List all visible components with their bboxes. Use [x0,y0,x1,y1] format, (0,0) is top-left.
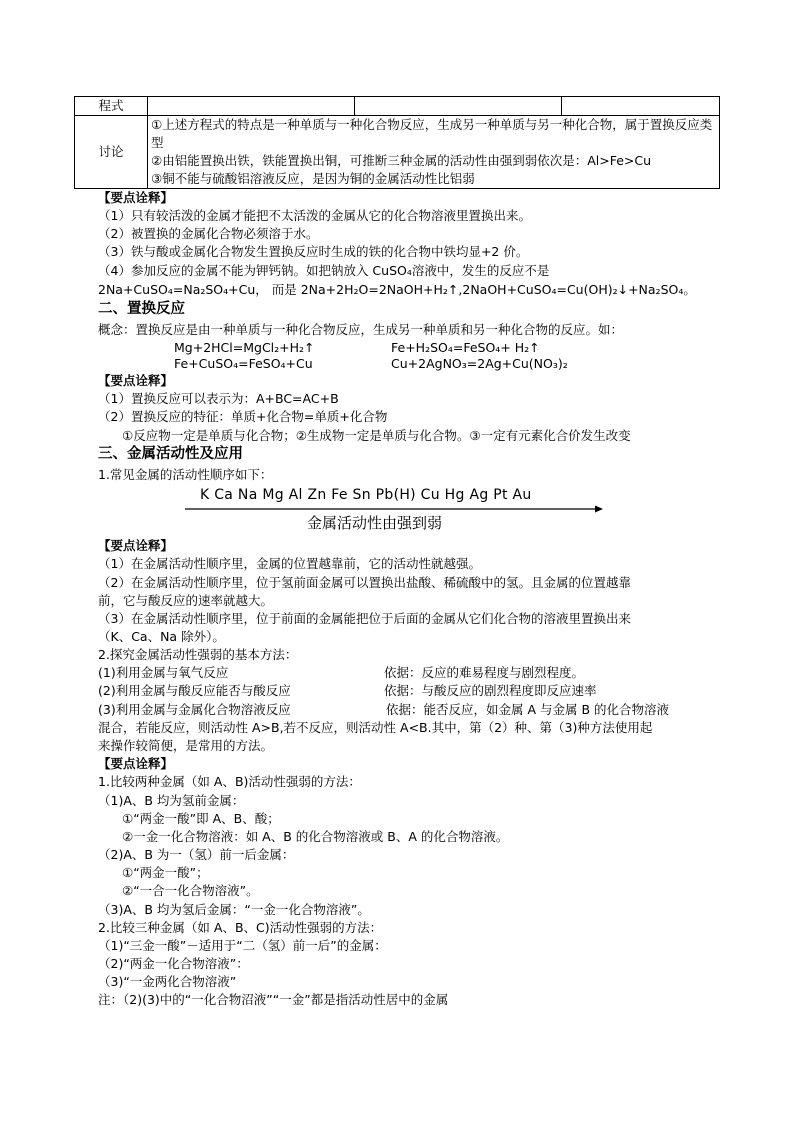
method-text: 来操作较简便，是常用的方法。 [98,738,274,753]
method-basis: 依据：能否反应，如金属 A 与金属 B 的化合物溶液 [386,702,670,717]
note-item: （2）在金属活动性顺序里，位于氢前面金属可以置换出盐酸、稀硫酸中的氢。且金属的位置越靠 [98,575,631,590]
compare-item: ①“两金一酸”； [122,865,209,880]
final-note: 注：（2)(3)中的“一化合物沼液”“一金”都是指活动性居中的金属 [98,992,449,1007]
compare-item: （1)A、B 均为氢前金属： [98,793,245,808]
discussion-cell [148,116,720,189]
discussion-point-3: ③铜不能与硫酸铝溶液反应，是因为铜的金属活动性比铝弱 [151,171,475,186]
compare-heading: 2.比较三种金属（如 A、B、C)活动性强弱的方法： [98,920,383,935]
row-label-equation: 程式 [75,97,148,116]
notes-title: 【要点诠释】 [98,756,174,771]
equation: Fe+CuSO₄=FeSO₄+Cu [174,356,313,371]
concept-text: 概念：置换反应是由一种单质与一种化合物反应，生成另一种单质和另一种化合物的反应。如： [98,322,624,337]
equation-cell-2 [355,97,562,116]
note-item: （3）铁与酸或金属化合物发生置换反应时生成的铁的化合物中铁均显+2 价。 [98,244,529,259]
note-item: （1）在金属活动性顺序里，金属的位置越靠前，它的活动性就越强。 [98,556,481,571]
notes-title: 【要点诠释】 [98,538,174,553]
note-item: ①反应物一定是单质与化合物；②生成物一定是单质与化合物。③一定有元素化合价发生改变 [122,428,631,443]
equation: Cu+2AgNO₃=2Ag+Cu(NO₃)₂ [391,356,568,371]
method-basis: 依据：与酸反应的剧烈程度即反应速率 [384,683,597,698]
equation-table [74,96,720,189]
notes-title: 【要点诠释】 [98,373,174,388]
section-heading: 三、金属活动性及应用 [98,446,243,462]
activity-series: K Ca Na Mg Al Zn Fe Sn Pb(H) Cu Hg Ag Pt Au [200,487,532,503]
method-item: (3)利用金属与金属化合物溶液反应 [98,702,291,717]
compare-item: ②一金一化合物溶液：如 A、B 的化合物溶液或 B、A 的化合物溶液。 [122,829,509,844]
note-item: 2Na+CuSO₄=Na₂SO₄+Cu， 而是 2Na+2H₂O=2NaOH+H₂↑,2NaOH+CuSO₄=Cu(OH)₂↓+Na₂SO₄。 [98,282,696,297]
note-item: 前，它与酸反应的速率就越大。 [98,593,274,608]
series-intro: 1.常见金属的活动性顺序如下： [98,467,273,482]
method-item: (2)利用金属与酸反应能否与酸反应 [98,683,291,698]
note-item: （K、Ca、Na 除外）。 [98,629,225,644]
compare-item: （3)A、B 均为氢后金属：“一金一化合物溶液”。 [98,902,370,917]
compare-heading: 1.比较两种金属（如 A、B)活动性强弱的方法： [98,774,361,789]
method-basis: 依据：反应的难易程度与剧烈程度。 [384,665,585,680]
equation-cell-1 [148,97,355,116]
methods-title: 2.探究金属活动性强弱的基本方法： [98,647,298,662]
discussion-point-1: ①上述方程式的特点是一种单质与一种化合物反应，生成另一种单质与另一种化合物，属于置换反应类型 [151,117,713,150]
equation-cell-3 [562,97,720,116]
compare-item: ②“一合一化合物溶液”。 [122,883,259,898]
compare-item: （2)A、B 为一（氢）前一后金属： [98,847,295,862]
equation: Fe+H₂SO₄=FeSO₄+ H₂↑ [391,340,540,355]
method-text: 混合，若能反应，则活动性 A>B,若不反应，则活动性 A<B.其中，第（2）种、第（3)种方法使用起 [98,720,653,735]
note-item: （1）只有较活泼的金属才能把不太活泼的金属从它的化合物溶液里置换出来。 [98,208,531,223]
equation: Mg+2HCl=MgCl₂+H₂↑ [174,340,315,355]
arrow-label: 金属活动性由强到弱 [307,514,443,532]
note-item: （4）参加反应的金属不能为钾钙钠。如把钠放入 CuSO₄溶液中，发生的反应不是 [98,263,550,278]
compare-item: （2)“两金一化合物溶液”： [98,956,249,971]
compare-item: （1)“三金一酸”－适用于“二（氢）前一后”的金属： [98,938,387,953]
method-item: (1)利用金属与氧气反应 [98,665,229,680]
note-item: （2）被置换的金属化合物必须溶于水。 [98,226,319,241]
note-item: （3）在金属活动性顺序里，位于前面的金属能把位于后面的金属从它们化合物的溶液里置换出来 [98,611,631,626]
note-item: （2）置换反应的特征：单质+化合物=单质+化合物 [98,409,388,424]
discussion-point-2: ②由铝能置换出铁，铁能置换出铜，可推断三种金属的活动性由强到弱依次是：Al>Fe>Cu [151,153,652,168]
row-label-discussion: 讨论 [75,116,148,189]
notes-title: 【要点诠释】 [98,190,174,205]
compare-item: ①“两金一酸”即 A、B、酸； [122,811,280,826]
compare-item: （3)“一金两化合物溶液” [98,974,237,989]
note-item: （1）置换反应可以表示为：A+BC=AC+B [98,391,339,406]
section-heading: 二、置换反应 [98,301,185,317]
